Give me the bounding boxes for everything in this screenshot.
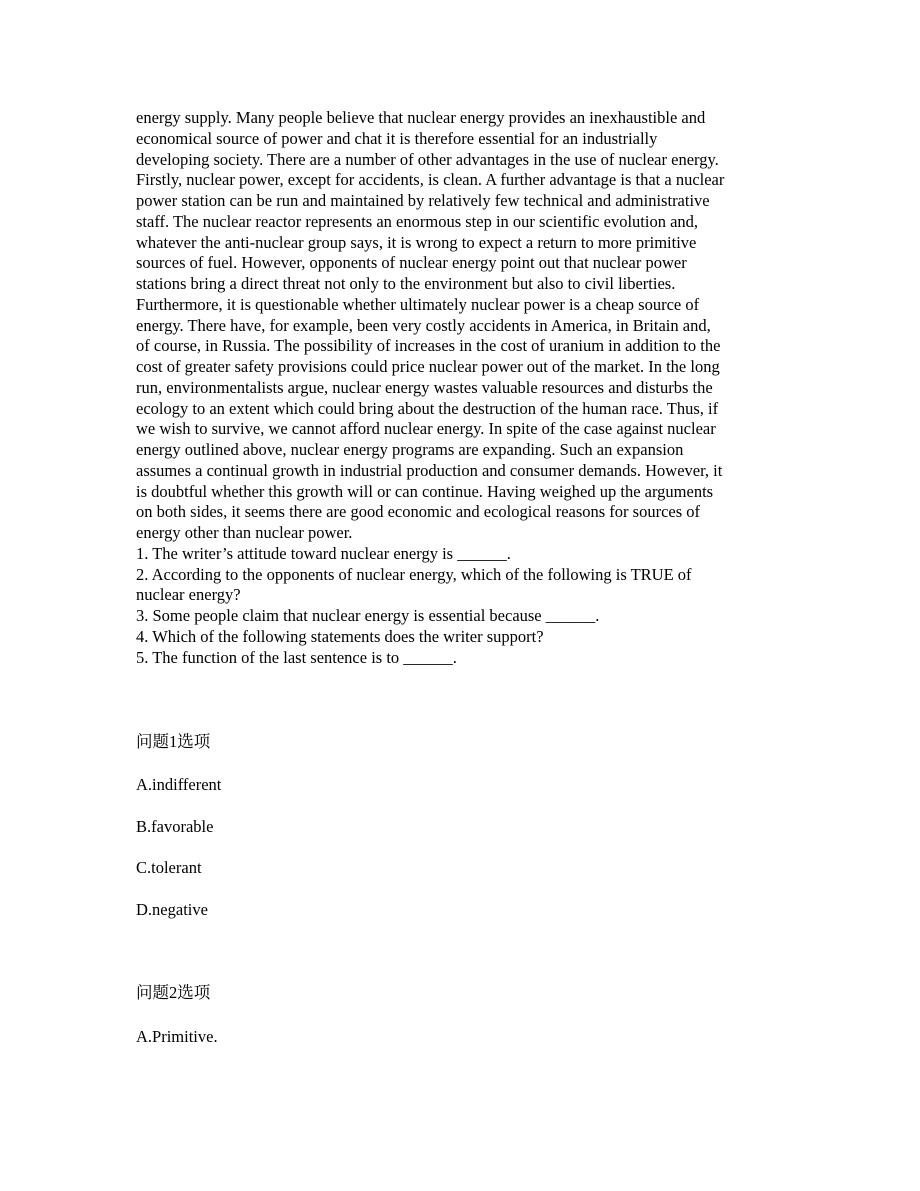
question2-options-heading: 问题2选项 <box>136 983 211 1002</box>
question-line: 5. The function of the last sentence is to ______. <box>136 647 457 667</box>
passage-line: energy supply. Many people believe that nuclear energy provides an inexhaustible and <box>136 108 706 127</box>
passage-line: we wish to survive, we cannot afford nuclear energy. In spite of the case against nuclear <box>136 419 716 439</box>
question1-option-d: D.negative <box>136 900 208 919</box>
question-line: 3. Some people claim that nuclear energy is essential because ______. <box>136 606 600 625</box>
question1-option-c: C.tolerant <box>136 858 202 877</box>
passage-line: Furthermore, it is questionable whether ultimately nuclear power is a cheap source of <box>136 294 700 314</box>
question-line: 1. The writer’s attitude toward nuclear energy is ______. <box>136 543 511 563</box>
question-line: nuclear energy? <box>136 585 241 605</box>
passage-line: of course, in Russia. The possibility of increases in the cost of uranium in addition to the <box>136 336 721 356</box>
passage-line: sources of fuel. However, opponents of nuclear energy point out that nuclear power <box>136 253 687 273</box>
question1-option-b: B.favorable <box>136 817 214 836</box>
passage-line: economical source of power and chat it is therefore essential for an industrially <box>136 128 658 148</box>
question1-options-heading: 问题1选项 <box>136 732 211 751</box>
passage-line: assumes a continual growth in industrial production and consumer demands. However, it <box>136 460 723 480</box>
question-line: 4. Which of the following statements does the writer support? <box>136 626 544 646</box>
passage-line: whatever the anti-nuclear group says, it is wrong to expect a return to more primitive <box>136 232 697 252</box>
passage-block <box>136 108 796 668</box>
passage-line: Firstly, nuclear power, except for accidents, is clean. A further advantage is that a nuclear <box>136 170 725 190</box>
question1-option-a: A.indifferent <box>136 775 222 794</box>
passage-line: energy. There have, for example, been very costly accidents in America, in Britain and, <box>136 315 711 335</box>
passage-line: run, environmentalists argue, nuclear energy wastes valuable resources and disturbs the <box>136 377 713 397</box>
question-line: 2. According to the opponents of nuclear energy, which of the following is TRUE of <box>136 564 692 584</box>
passage-line: is doubtful whether this growth will or can continue. Having weighed up the arguments <box>136 481 714 501</box>
passage-line: developing society. There are a number of other advantages in the use of nuclear energy. <box>136 149 719 169</box>
passage-line: staff. The nuclear reactor represents an enormous step in our scientific evolution and, <box>136 211 699 231</box>
passage-line: ecology to an extent which could bring about the destruction of the human race. Thus, if <box>136 398 719 418</box>
passage-line: power station can be run and maintained by relatively few technical and administrative <box>136 191 710 210</box>
question2-option-a: A.Primitive. <box>136 1027 218 1046</box>
passage-line: cost of greater safety provisions could price nuclear power out of the market. In the long <box>136 357 720 376</box>
passage-line: on both sides, it seems there are good economic and ecological reasons for sources of <box>136 502 701 522</box>
passage-line: stations bring a direct threat not only to the environment but also to civil liberties. <box>136 274 676 293</box>
passage-line: energy other than nuclear power. <box>136 523 353 542</box>
passage-line: energy outlined above, nuclear energy programs are expanding. Such an expansion <box>136 440 684 459</box>
